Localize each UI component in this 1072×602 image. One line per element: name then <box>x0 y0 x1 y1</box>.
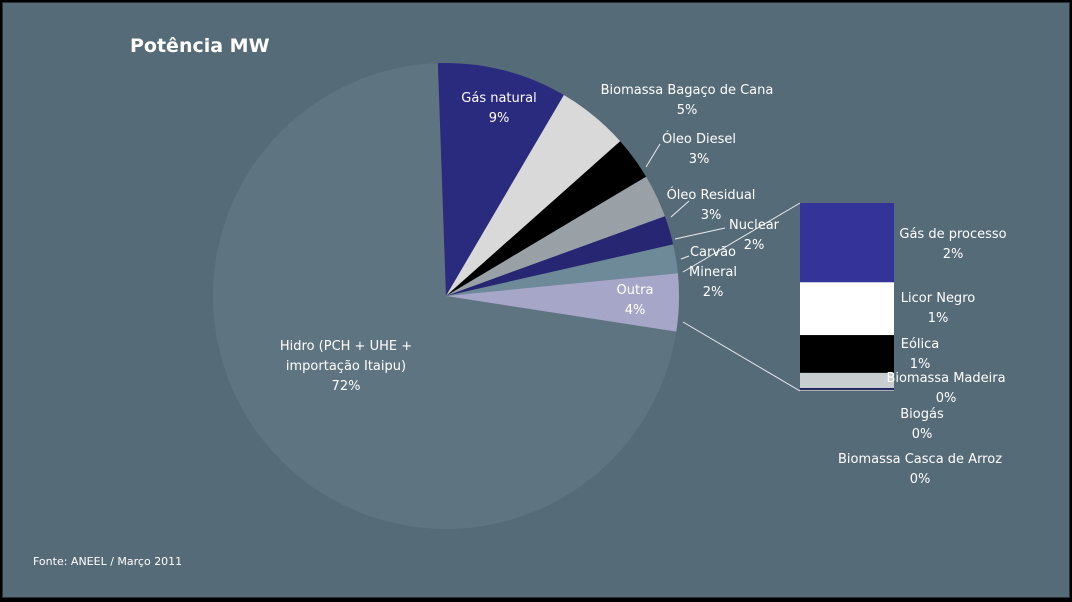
source-note: Fonte: ANEEL / Março 2011 <box>33 555 183 568</box>
label-gas-natural: Gás natural 9% <box>461 91 537 126</box>
chart-title: Potência MW <box>130 35 270 57</box>
label-outra: Outra 4% <box>616 283 654 318</box>
connector-line-6 <box>681 256 689 259</box>
bar-segment-2 <box>800 282 894 335</box>
label-biogas: Biogás 0% <box>900 407 944 442</box>
label-carvao-mineral: Carvão Mineral 2% <box>689 245 737 300</box>
label-oleo-residual: Óleo Residual 3% <box>666 188 756 223</box>
label-biomassa-madeira: Biomassa Madeira 0% <box>886 371 1006 406</box>
label-oleo-diesel: Óleo Diesel 3% <box>662 132 736 167</box>
pie-chart <box>213 63 679 529</box>
bar-segment-1 <box>800 203 894 282</box>
bar-segment-4 <box>800 373 894 388</box>
connector-line-5 <box>675 228 725 239</box>
connector-line-4 <box>671 201 689 217</box>
label-biomassa-casca-arroz: Biomassa Casca de Arroz 0% <box>837 452 1003 487</box>
bar-segment-3 <box>800 335 894 373</box>
label-biomassa-bagaco: Biomassa Bagaço de Cana 5% <box>600 83 774 118</box>
breakdown-bar <box>800 203 894 391</box>
chart-frame <box>2 2 1070 598</box>
bar-segment-6 <box>800 390 894 391</box>
label-gas-de-processo: Gás de processo 2% <box>899 227 1007 262</box>
label-eolica: Eólica 1% <box>900 337 940 372</box>
connector-line-3 <box>646 144 660 167</box>
label-nuclear: Nuclear 2% <box>728 218 780 253</box>
chart-svg <box>3 3 1069 597</box>
label-hidro: Hidro (PCH + UHE + importação Itaipu) 72% <box>279 339 413 394</box>
connector-line-2 <box>683 322 800 391</box>
bar-segment-5 <box>800 388 894 390</box>
label-licor-negro: Licor Negro 1% <box>900 291 976 326</box>
